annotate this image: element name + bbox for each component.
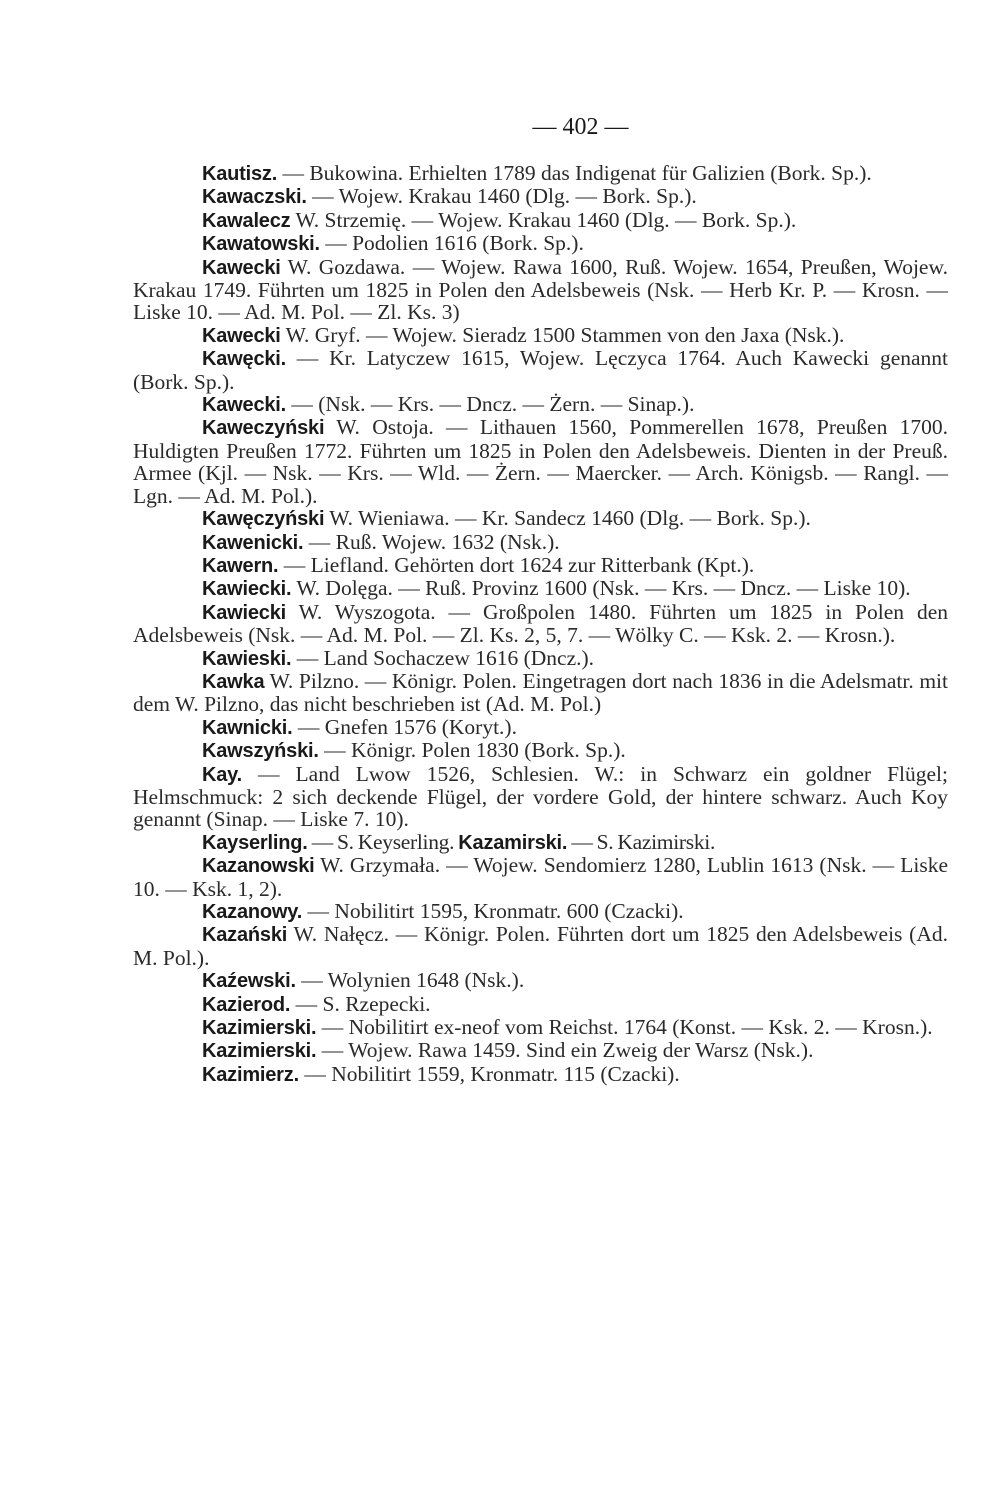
entry [133, 763, 948, 831]
entry-heading: Kawecki. [202, 394, 287, 417]
entry-text: W. Pilzno. — Königr. Polen. Eingetragen dort nach 1836 in die Adelsmatr. mit dem W. Pilzno, das nicht beschrieben ist (Ad. M. Pol.) [133, 668, 948, 717]
entry-heading: Kawieski. [202, 647, 292, 670]
entry [133, 670, 948, 716]
document-page [133, 112, 948, 1086]
entry-text: W. Ostoja. — Lithauen 1560, Pommerellen 1678, Preußen 1700. Huldigten Preußen 1772. Führten um 1825 in Polen den Adelsbeweis. Dienten in der Preuß. Armee (Kjl. — Nsk. — Krs. — Wld. — Żern. — Maercker. — Arch. Königsb. — Rangl. — Lgn. — Ad. M. Pol.). [133, 415, 948, 508]
entry [133, 256, 948, 324]
entry-heading: Kaźewski. [202, 970, 296, 993]
entry-heading: Kawenicki. [202, 531, 304, 554]
entry-text: — (Nsk. — Krs. — Dncz. — Żern. — Sinap.). [286, 392, 695, 417]
entry-text: — Wolynien 1648 (Nsk.). [295, 968, 525, 993]
entry-text: — Liefland. Gehörten dort 1624 zur Ritterbank (Kpt.). [278, 552, 755, 577]
entry-text: — Bukowina. Erhielten 1789 das Indigenat für Galizien (Bork. Sp.). [277, 161, 872, 185]
entry-heading: Kawecki [202, 324, 281, 347]
entry [133, 1039, 948, 1062]
entry-text: — S. Rzepecki. [290, 991, 431, 1016]
entry-text: — S. Keyserling. [307, 829, 459, 854]
entry-heading: Kawalecz [202, 209, 291, 232]
entry [133, 507, 948, 530]
entry-heading: Kawęczyński [202, 508, 325, 531]
entry-heading: Kazimierski. [202, 1017, 317, 1040]
entry-text: — Land Lwow 1526, Schlesien. W.: in Schwarz ein goldner Flügel; Helmschmuck: 2 sich deckende Flügel, der vordere Gold, der hintere schwarz. Auch Koy genannt (Sinap. — Liske 7. 10). [133, 761, 948, 832]
entry-heading: Kawaczski. [202, 186, 307, 209]
entry [133, 739, 948, 762]
entry-heading: Kawatowski. [202, 233, 320, 256]
entry [133, 531, 948, 554]
entry-text: — Kr. Latyczew 1615, Wojew. Lęczyca 1764. Auch Kawecki genannt (Bork. Sp.). [133, 346, 948, 394]
entry-heading: Kazimierz. [202, 1063, 299, 1086]
entry-text: — Nobilitirt 1559, Kronmatr. 115 (Czacki). [298, 1061, 680, 1086]
entry [133, 1063, 948, 1086]
entry [133, 969, 948, 992]
entry-heading: Kayserling. [202, 831, 308, 854]
entry-heading: Kautisz. [202, 163, 278, 185]
entry [133, 923, 948, 969]
entry-heading: Kay. [202, 763, 242, 786]
entry-heading: Kazierod. [202, 993, 291, 1016]
entry-text: W. Strzemię. — Wojew. Krakau 1460 (Dlg. — Bork. Sp.). [290, 207, 797, 232]
entry-text: — Nobilitirt 1595, Kronmatr. 600 (Czacki). [302, 899, 684, 923]
entry [133, 347, 948, 393]
entry-text: — Podolien 1616 (Bork. Sp.). [319, 231, 584, 256]
entry-heading: Kawecki [202, 256, 281, 279]
entry-heading: Kazanowy. [202, 901, 303, 923]
entry-heading: Kawęcki. [202, 348, 287, 371]
entry-heading: Kazimierski. [202, 1040, 317, 1063]
entry [133, 716, 948, 739]
entry [133, 324, 948, 347]
entry-heading: Kawern. [202, 554, 279, 577]
entry-text: W. Wyszogota. — Großpolen 1480. Führten um 1825 in Polen den Adelsbeweis (Nsk. — Ad. M. Pol. — Zl. Ks. 2, 5, 7. — Wölky C. — Ksk. 2. — Krosn.). [133, 599, 948, 648]
entry [133, 647, 948, 670]
entry-heading: Kawiecki. [202, 578, 292, 601]
entry-text: — Wojew. Rawa 1459. Sind ein Zweig der Warsz (Nsk.). [316, 1038, 814, 1063]
entry [133, 209, 948, 232]
entry-list [133, 162, 948, 1086]
entry-text: — S. Kazimirski. [567, 829, 716, 854]
entry-text: — Land Sochaczew 1616 (Dncz.). [291, 645, 595, 670]
entry-text: W. Wieniawa. — Kr. Sandecz 1460 (Dlg. — Bork. Sp.). [324, 506, 811, 531]
entry [133, 232, 948, 255]
entry [133, 416, 948, 507]
entry [133, 900, 948, 923]
entry [133, 393, 948, 416]
entry-text: — Gnefen 1576 (Koryt.). [292, 714, 517, 739]
entry [133, 185, 948, 208]
entry-heading: Kazański [202, 924, 288, 947]
entry-text: W. Dolęga. — Ruß. Provinz 1600 (Nsk. — Krs. — Dncz. — Liske 10). [291, 576, 911, 601]
entry [133, 554, 948, 577]
entry-text: W. Gozdawa. — Wojew. Rawa 1600, Ruß. Wojew. 1654, Preußen, Wojew. Krakau 1749. Führten um 1825 in Polen den Adelsbeweis (Nsk. — Herb Kr. P. — Krosn. — Liske 10. — Ad. M. Pol. — Zl. Ks. 3) [133, 254, 948, 325]
entry [133, 162, 948, 185]
entry-heading: Kaweczyński [202, 417, 325, 440]
entry-text: W. Nałęcz. — Königr. Polen. Führten dort um 1825 den Adelsbeweis (Ad. M. Pol.). [133, 922, 948, 970]
entry [133, 993, 948, 1016]
entry-text: — Königr. Polen 1830 (Bork. Sp.). [318, 738, 626, 763]
entry [133, 831, 948, 854]
entry [133, 1016, 948, 1039]
entry-heading: Kazamirski. [458, 831, 568, 854]
entry-heading: Kawszyński. [202, 740, 319, 763]
entry-heading: Kawiecki [202, 601, 287, 624]
entry-text: — Wojew. Krakau 1460 (Dlg. — Bork. Sp.). [306, 184, 697, 209]
entry [133, 577, 948, 600]
entry-text: — Ruß. Wojew. 1632 (Nsk.). [303, 529, 560, 554]
entry-text: W. Gryf. — Wojew. Sieradz 1500 Stammen von den Jaxa (Nsk.). [280, 322, 845, 347]
entry-heading: Kazanowski [202, 855, 315, 878]
entry-heading: Kawnicki. [202, 716, 293, 739]
entry [133, 601, 948, 647]
entry-heading: Kawka [202, 670, 265, 693]
entry [133, 854, 948, 900]
entry-text: — Nobilitirt ex-neof vom Reichst. 1764 (Konst. — Ksk. 2. — Krosn.). [316, 1015, 933, 1040]
page-number: — 402 — [532, 114, 629, 140]
entry-text: W. Grzymała. — Wojew. Sendomierz 1280, Lublin 1613 (Nsk. — Liske 10. — Ksk. 1, 2). [133, 853, 948, 901]
